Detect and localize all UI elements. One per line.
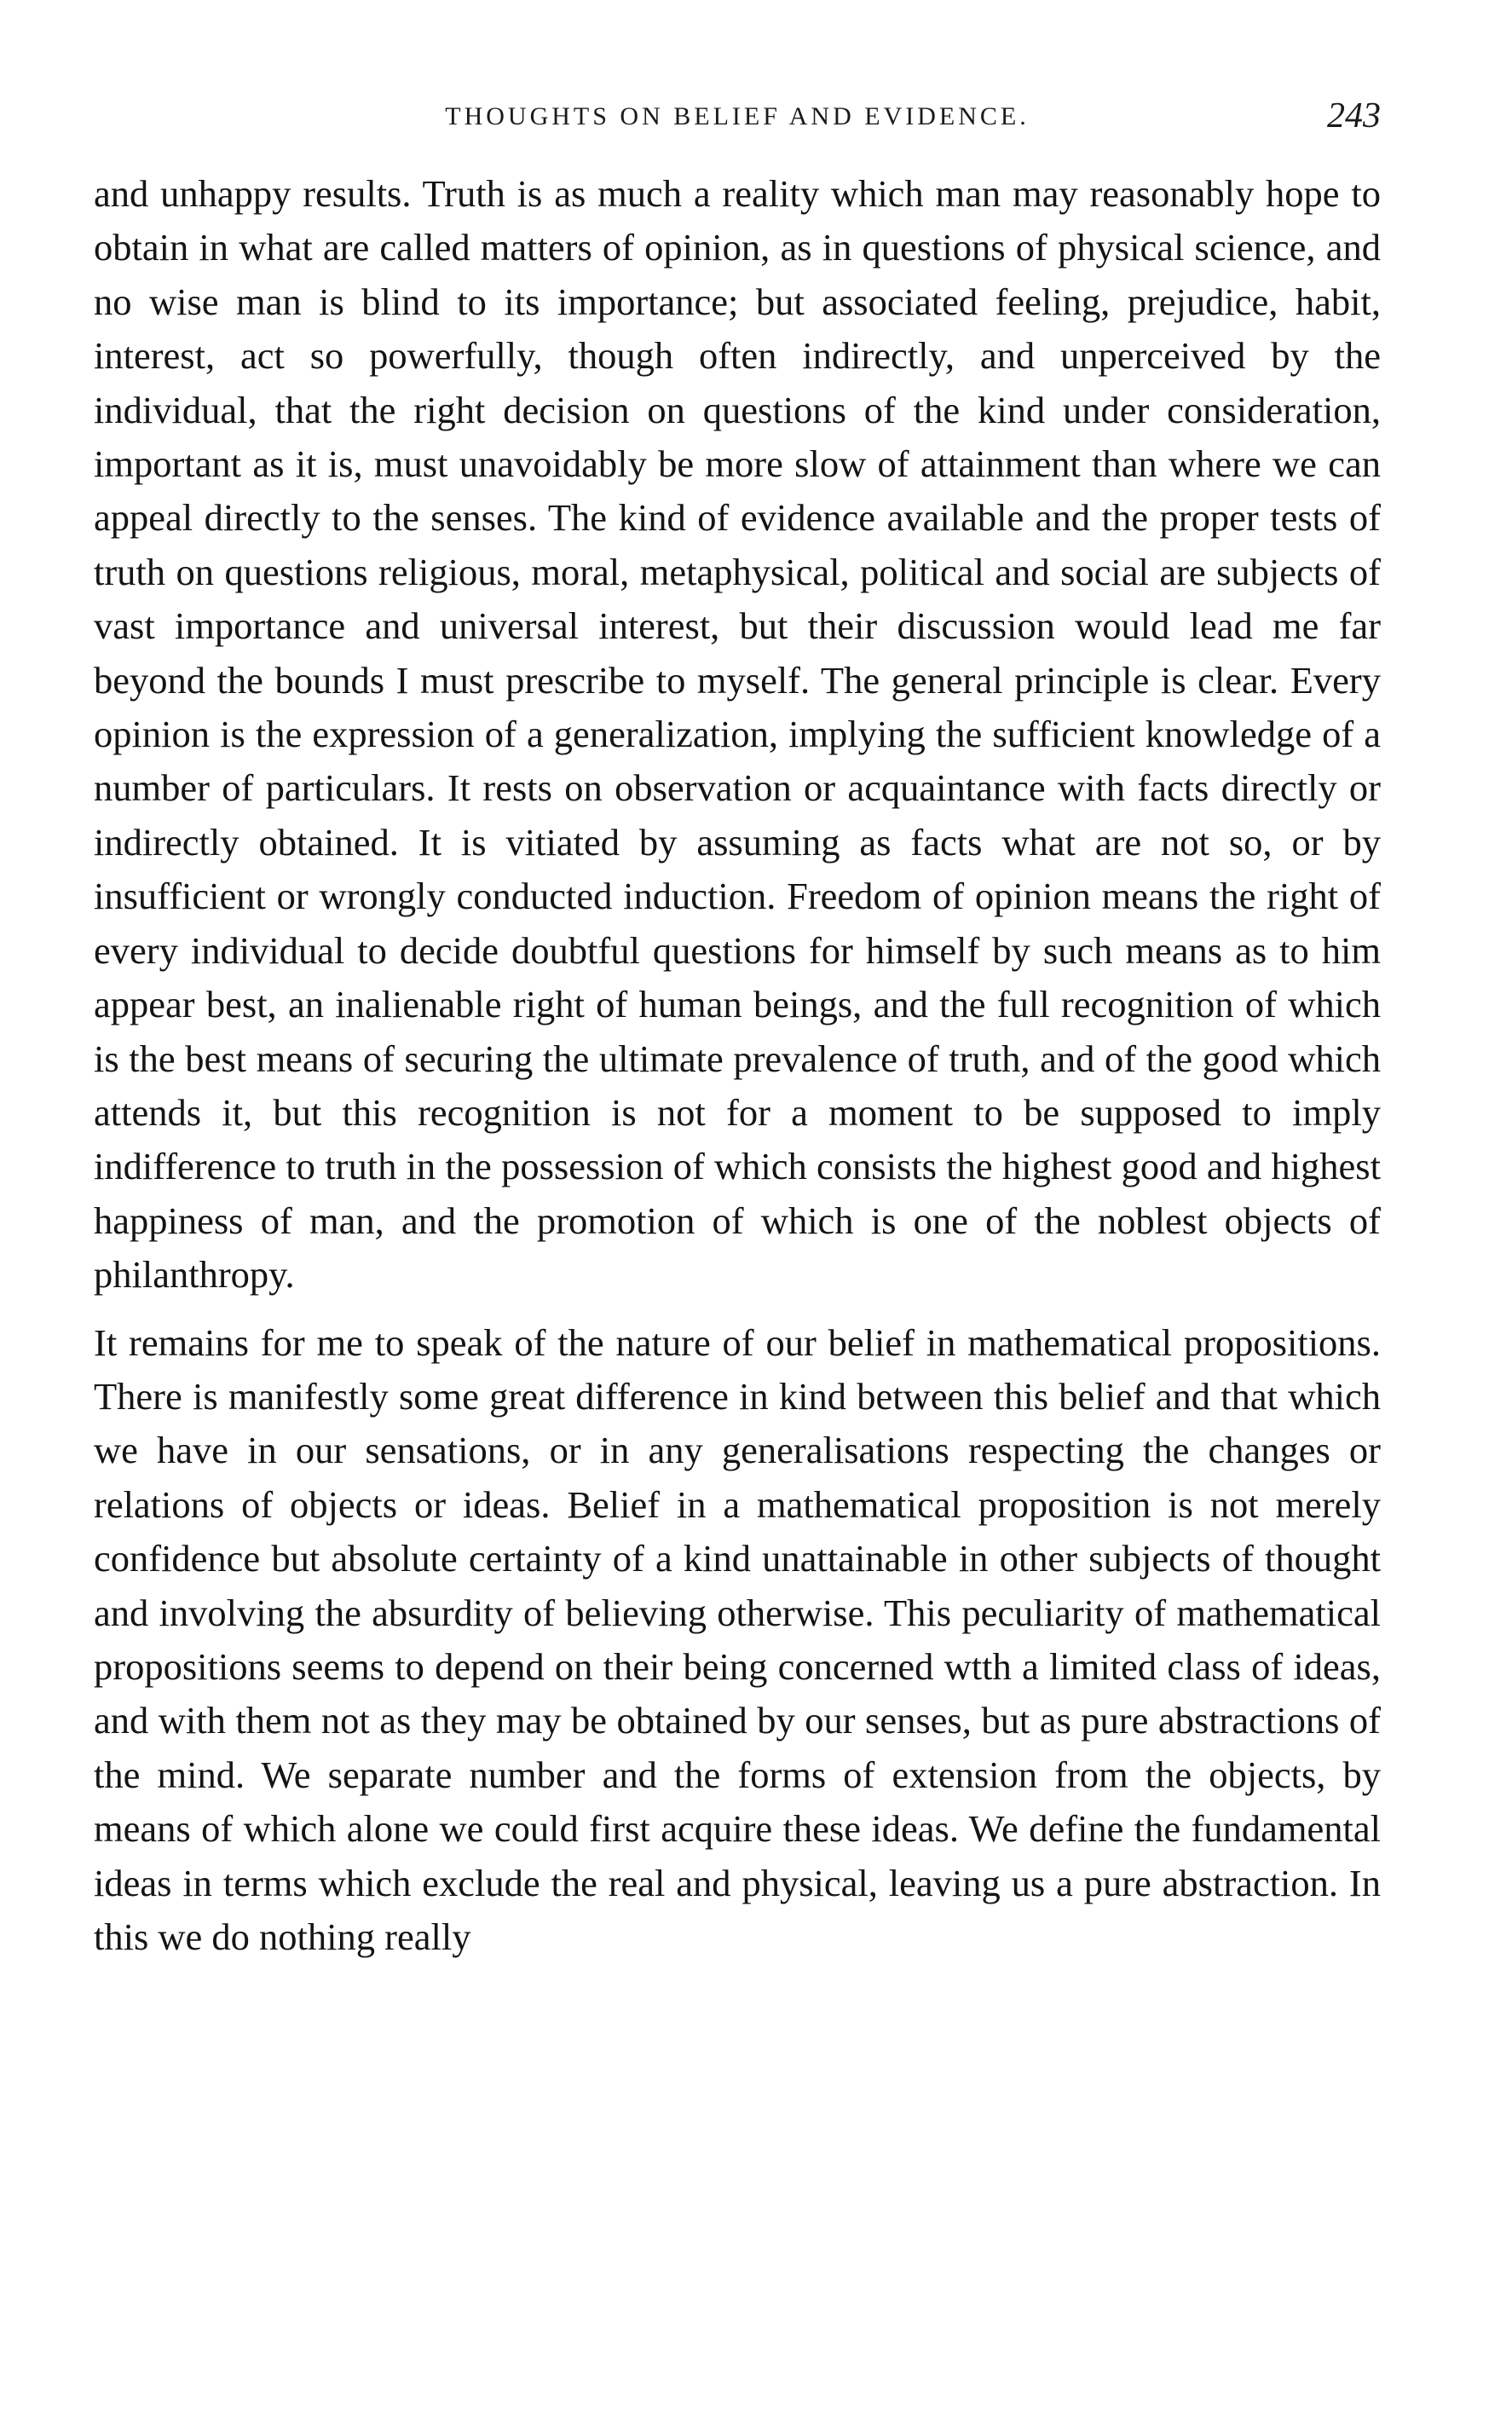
running-head — [94, 94, 1381, 145]
page-number: 243 — [1327, 96, 1381, 136]
body-text — [94, 167, 1381, 1964]
paragraph-2: It remains for me to speak of the nature of our belief in mathematical propositions. There is manifestly some great difference in kind between this belief and that which we have in our sensations, or in any generalisations respecting the changes or relations of objects or ideas. Belief in a mathematical proposition is not merely confidence but absolute certainty of a kind unattainable in other subjects of thought and involving the absurdity of believing otherwise. This peculiarity of mathematical propositions seems to depend on their being concerned wtth a limited class of ideas, and with them not as they may be obtained by our senses, but as pure abstractions of the mind. We separate number and the forms of extension from the objects, by means of which alone we could first acquire these ideas. We define the fundamental ideas in terms which exclude the real and physical, leaving us a pure abstraction. In this we do nothing really — [94, 1320, 1381, 1958]
paragraph-1: and unhappy results. Truth is as much a reality which man may reasonably hope to obtain in what are called matters of opinion, as in questions of physical science, and no wise man is blind to its importance; but associated feeling, prejudice, habit, interest, act so powerfully, though often indirectly, and unperceived by the individual, that the right decision on questions of the kind under consideration, important as it is, must unavoidably be more slow of attainment than where we can appeal directly to the senses. The kind of evidence available and the proper tests of truth on questions religious, moral, metaphysical, political and social are subjects of vast importance and universal interest, but their discussion would lead me far beyond the bounds I must prescribe to myself. The general principle is clear. Every opinion is the expression of a generalization, implying the sufficient knowledge of a number of particulars. It rests on observation or acquaintance with facts directly or indirectly obtained. It is vitiated by assuming as facts what are not so, or by insufficient or wrongly conducted induction. Freedom of opinion means the right of every individual to decide doubtful questions for himself by such means as to him appear best, an inalienable right of human beings, and the full recognition of which is the best means of securing the ultimate prevalence of truth, and of the good which attends it, but this recognition is not for a moment to be supposed to imply indifference to truth in the possession of which consists the highest good and highest happiness of man, and the promotion of which is one of the noblest objects of philanthropy. — [94, 172, 1381, 1297]
running-title: THOUGHTS ON BELIEF AND EVIDENCE. — [445, 102, 1030, 130]
